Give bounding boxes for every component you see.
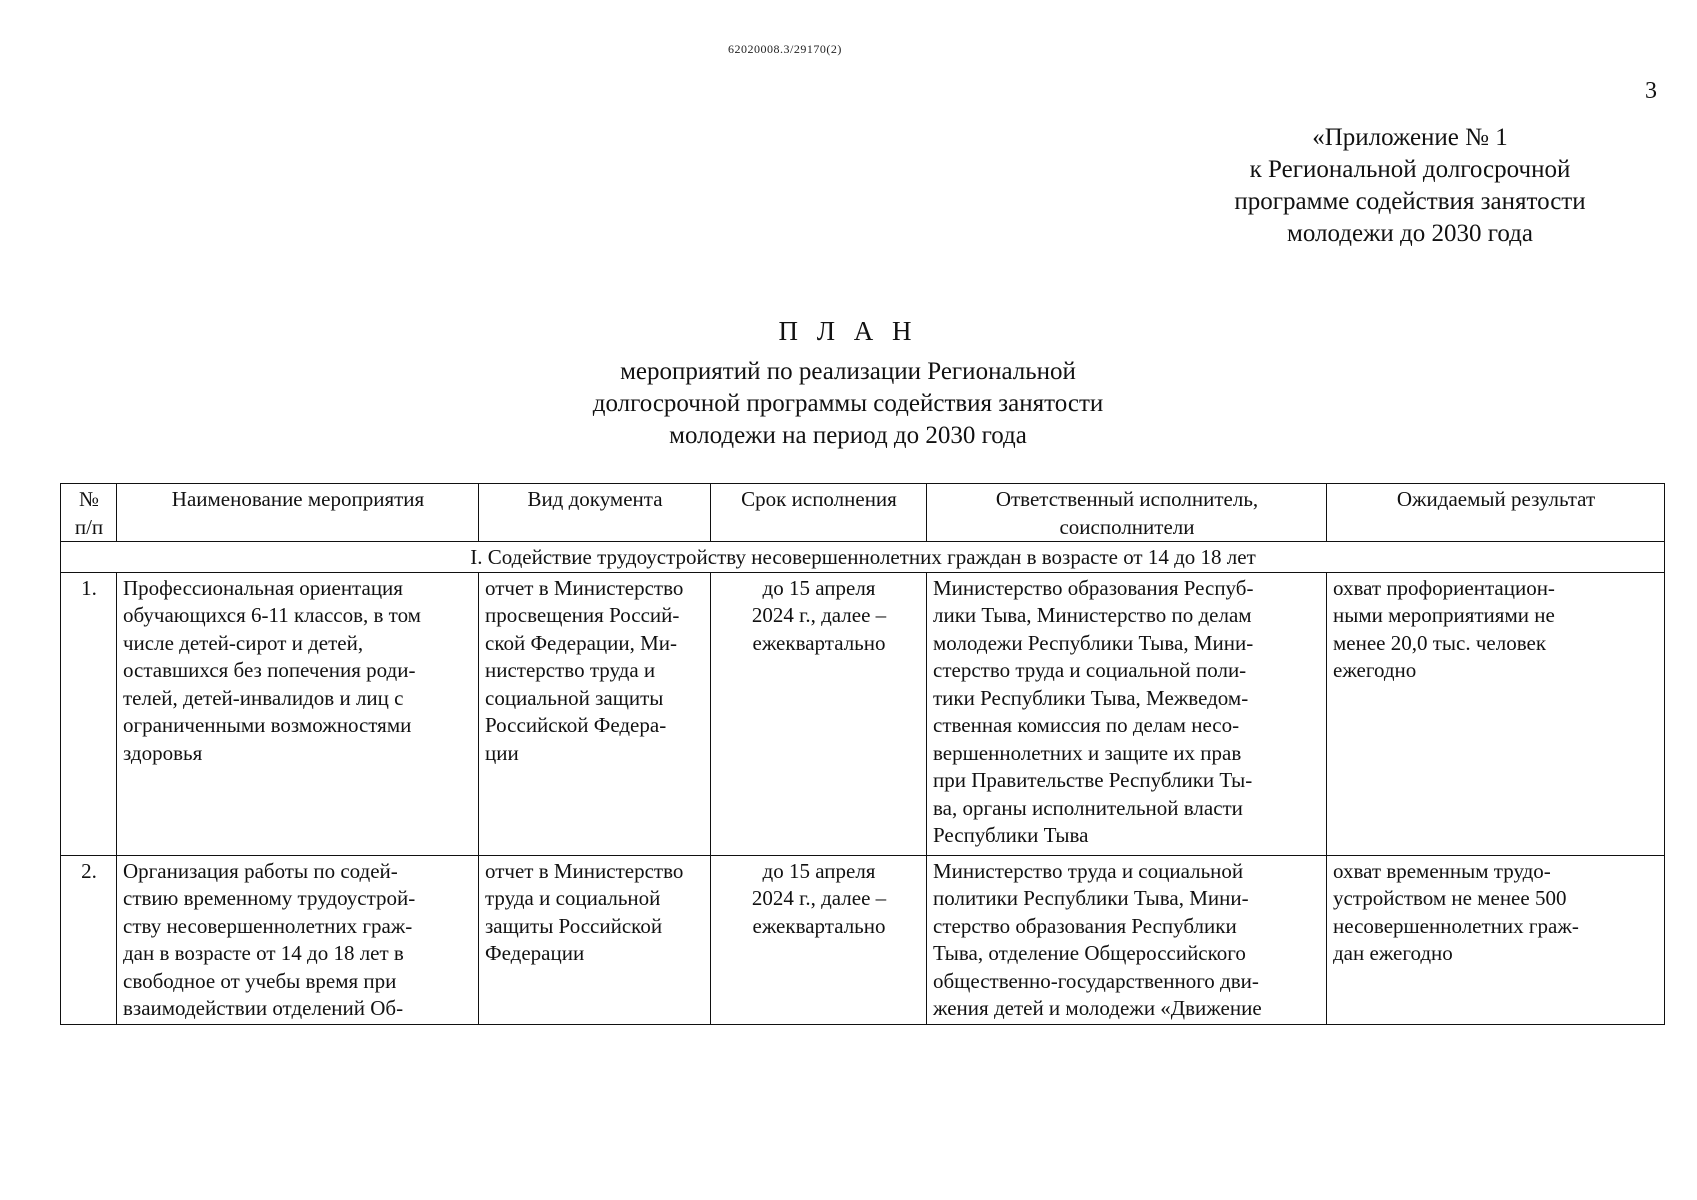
header-doc: Вид документа	[479, 484, 711, 542]
row-num: 2.	[61, 855, 117, 1024]
header-num: № п/п	[61, 484, 117, 542]
row-num: 1.	[61, 572, 117, 855]
plan-title: П Л А Н	[778, 316, 918, 346]
appendix-line: программе содействия занятости	[1234, 188, 1586, 215]
section-title: I. Содействие трудоустройству несовершеннолетних граждан в возрасте от 14 до 18 лет	[61, 542, 1665, 573]
plan-subtitle-line: мероприятий по реализации Региональной	[620, 358, 1076, 385]
row-result: охват профориентацион- ными мероприятиями не менее 20,0 тыс. человек ежегодно	[1327, 572, 1665, 855]
row-term: до 15 апреля 2024 г., далее – ежеквартально	[711, 855, 927, 1024]
section-row	[61, 542, 1665, 573]
page-number: 3	[1645, 78, 1657, 104]
row-term: до 15 апреля 2024 г., далее – ежеквартально	[711, 572, 927, 855]
table-header-row	[61, 484, 1665, 542]
row-name: Профессиональная ориентация обучающихся 6-11 классов, в том числе детей-сирот и детей, оставшихся без попечения роди- телей, детей-инвалидов и лиц с ограниченными возможностями здоровья	[117, 572, 479, 855]
appendix-heading	[1190, 122, 1630, 250]
header-resp: Ответственный исполнитель, соисполнители	[927, 484, 1327, 542]
header-result: Ожидаемый результат	[1327, 484, 1665, 542]
plan-subtitle-line: молодежи на период до 2030 года	[669, 422, 1027, 449]
row-result: охват временным трудо- устройством не менее 500 несовершеннолетних граж- дан ежегодно	[1327, 855, 1665, 1024]
row-name: Организация работы по содей- ствию временному трудоустрой- ству несовершеннолетних граж- дан в возрасте от 14 до 18 лет в свободное от учебы время при взаимодействии отделений Об-	[117, 855, 479, 1024]
row-doc: отчет в Министерство труда и социальной защиты Российской Федерации	[479, 855, 711, 1024]
row-doc: отчет в Министерство просвещения Россий- ской Федерации, Ми- нистерство труда и социальной защиты Российской Федера- ции	[479, 572, 711, 855]
table-row	[61, 572, 1665, 855]
appendix-line: «Приложение № 1	[1312, 124, 1508, 151]
plan-subtitle	[448, 356, 1248, 452]
header-term: Срок исполнения	[711, 484, 927, 542]
row-resp: Министерство образования Респуб- лики Тыва, Министерство по делам молодежи Республики Тыва, Мини- стерство труда и социальной поли- тики Республики Тыва, Межведом- ственная комиссия по делам несо- вершеннолетних и защите их прав при Правительстве Республики Ты- ва, органы исполнительной власти Республики Тыва	[927, 572, 1327, 855]
appendix-line: молодежи до 2030 года	[1287, 220, 1533, 247]
document-id: 62020008.3/29170(2)	[728, 42, 842, 56]
table-row	[61, 855, 1665, 1024]
plan-table	[60, 483, 1665, 1025]
header-name: Наименование мероприятия	[117, 484, 479, 542]
plan-subtitle-line: долгосрочной программы содействия занятости	[592, 390, 1104, 417]
appendix-line: к Региональной долгосрочной	[1249, 156, 1571, 183]
row-resp: Министерство труда и социальной политики Республики Тыва, Мини- стерство образования Республики Тыва, отделение Общероссийского общественно-государственного дви- жения детей и молодежи «Движение	[927, 855, 1327, 1024]
